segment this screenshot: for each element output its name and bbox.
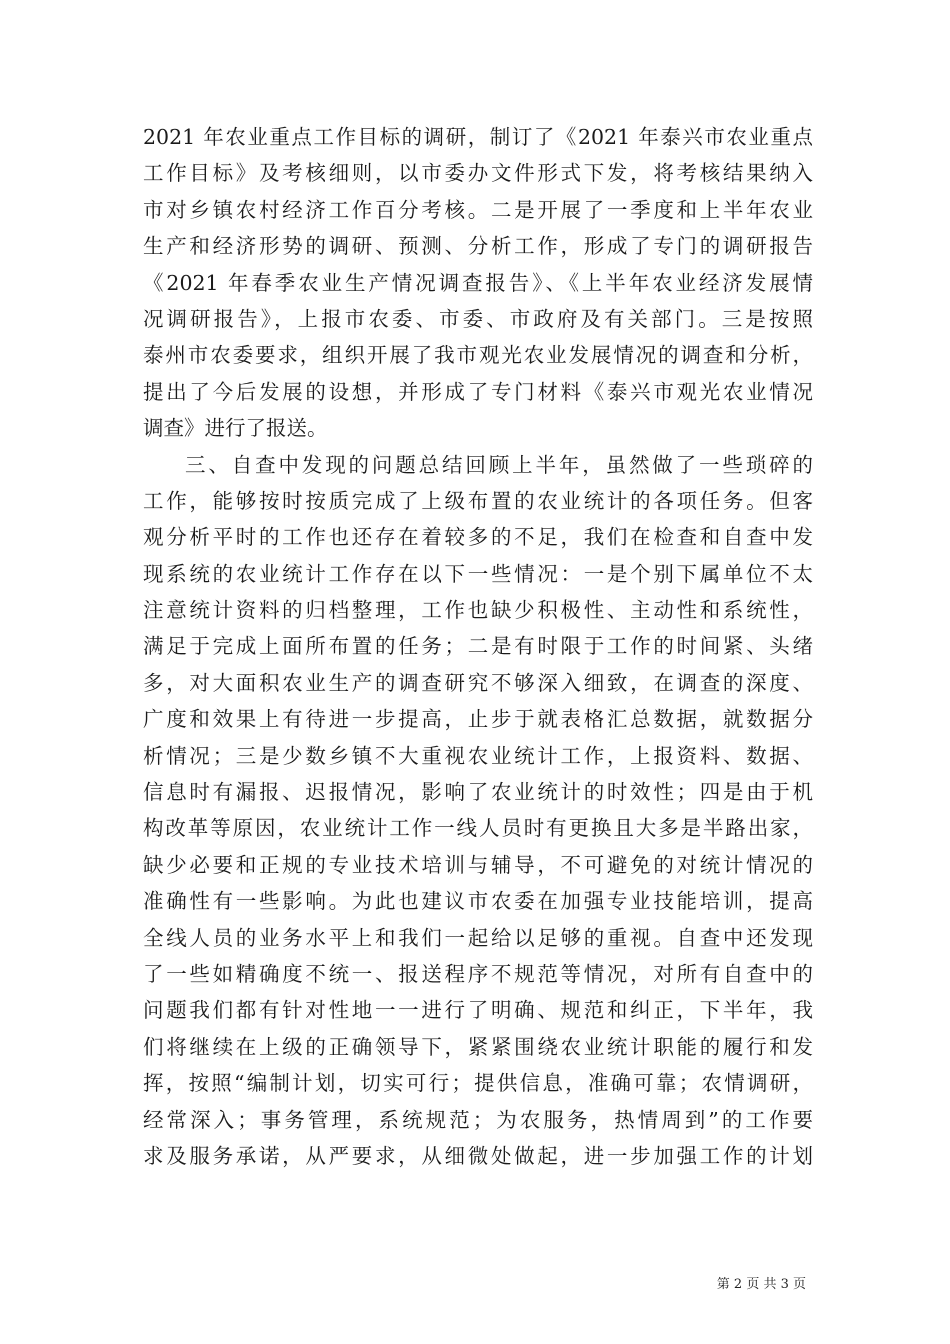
text-line: 2021 年农业重点工作目标的调研，制订了《2021 年泰兴市农业重点 — [143, 125, 813, 149]
text-line: 求及服务承诺，从严要求，从细微处做起，进一步加强工作的计划 — [143, 1143, 813, 1168]
text-line: 了一些如精确度不统一、报送程序不规范等情况，对所有自查中的 — [143, 961, 813, 986]
text-line: 《2021 年春季农业生产情况调查报告》、《上半年农业经济发展情 — [143, 270, 813, 295]
text-line: 泰州市农委要求，组织开展了我市观光农业发展情况的调查和分析， — [143, 343, 813, 368]
document-body — [143, 119, 813, 1174]
text-line: 准确性有一些影响。为此也建议市农委在加强专业技能培训，提高 — [143, 889, 813, 914]
text-line: 市对乡镇农村经济工作百分考核。二是开展了一季度和上半年农业 — [143, 197, 813, 222]
text-line: 析情况；三是少数乡镇不大重视农业统计工作，上报资料、数据、 — [143, 743, 813, 768]
text-line: 况调研报告》，上报市农委、市委、市政府及有关部门。三是按照 — [143, 306, 813, 331]
text-line: 经常深入；事务管理，系统规范；为农服务，热情周到”的工作要 — [143, 1107, 813, 1132]
text-line: 问题我们都有针对性地一一进行了明确、规范和纠正，下半年，我 — [143, 998, 813, 1023]
text-line: 满足于完成上面所布置的任务；二是有时限于工作的时间紧、头绪 — [143, 634, 813, 659]
text-line: 们将继续在上级的正确领导下，紧紧围绕农业统计职能的履行和发 — [143, 1034, 813, 1059]
text-line: 工作目标》及考核细则，以市委办文件形式下发，将考核结果纳入 — [143, 161, 813, 186]
text-line: 提出了今后发展的设想，并形成了专门材料《泰兴市观光农业情况 — [143, 379, 813, 404]
text-line: 观分析平时的工作也还存在着较多的不足，我们在检查和自查中发 — [143, 525, 813, 550]
text-line: 缺少必要和正规的专业技术培训与辅导，不可避免的对统计情况的 — [143, 852, 813, 877]
paragraph-1 — [143, 119, 813, 447]
text-line: 广度和效果上有待进一步提高，止步于就表格汇总数据，就数据分 — [143, 707, 813, 732]
paragraph-2 — [143, 447, 813, 1175]
page-number-indicator: 第 2 页 共 3 页 — [716, 1277, 806, 1292]
page-footer — [0, 1277, 806, 1293]
text-line: 三、自查中发现的问题总结回顾上半年，虽然做了一些琐碎的 — [185, 452, 813, 477]
text-line: 多，对大面积农业生产的调查研究不够深入细致，在调查的深度、 — [143, 670, 813, 695]
text-line: 全线人员的业务水平上和我们一起给以足够的重视。自查中还发现 — [143, 925, 813, 950]
text-line: 构改革等原因，农业统计工作一线人员时有更换且大多是半路出家， — [143, 816, 813, 841]
text-line: 生产和经济形势的调研、预测、分析工作，形成了专门的调研报告 — [143, 234, 813, 259]
text-line: 信息时有漏报、迟报情况，影响了农业统计的时效性；四是由于机 — [143, 780, 813, 805]
text-line: 调查》进行了报送。 — [143, 416, 328, 441]
text-line: 工作，能够按时按质完成了上级布置的农业统计的各项任务。但客 — [143, 488, 813, 513]
text-line: 挥，按照“编制计划，切实可行；提供信息，准确可靠；农情调研， — [143, 1071, 813, 1096]
text-line: 现系统的农业统计工作存在以下一些情况：一是个别下属单位不太 — [143, 561, 813, 586]
text-line: 注意统计资料的归档整理，工作也缺少积极性、主动性和系统性， — [143, 598, 813, 623]
